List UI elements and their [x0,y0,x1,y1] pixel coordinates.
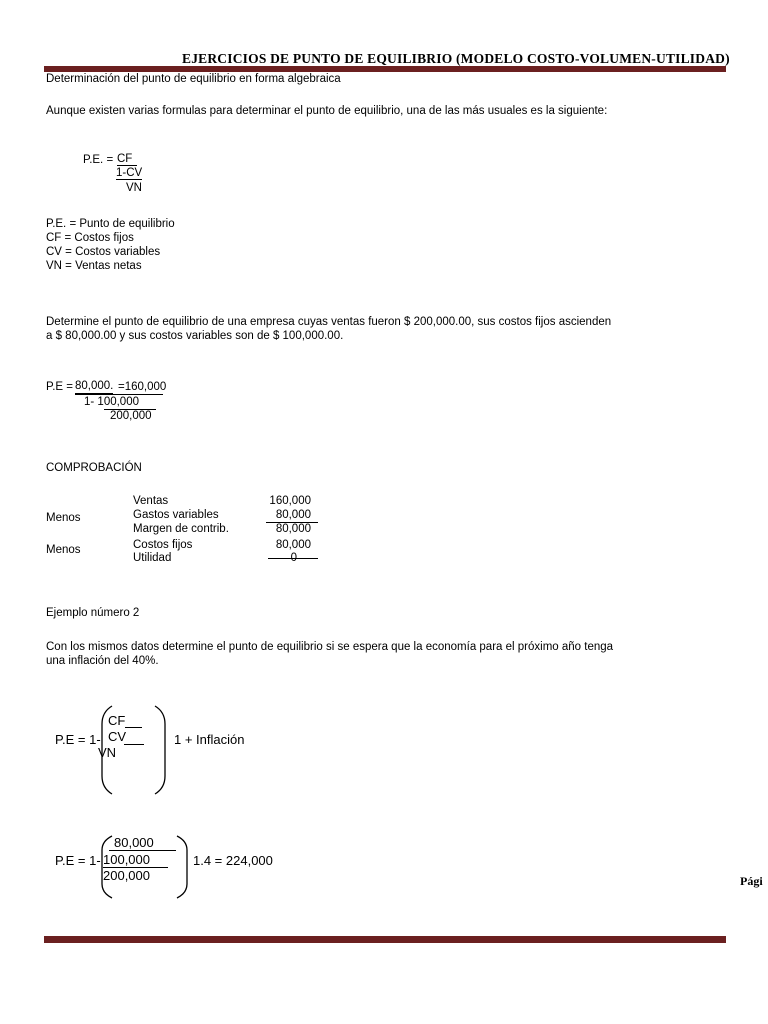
check-value-margen: 80,000 [275,523,311,535]
inflation-lhs: P.E = 1- [55,732,101,747]
definition-cv: CV = Costos variables [46,246,161,258]
solution-denominator: 1- 100,000 [84,396,139,408]
inflation-numerator: CF [108,713,126,728]
problem-line-2: a $ 80,000.00 y sus costos variables son de $ 100,000.00. [46,330,344,342]
right-paren-numeric [174,834,190,900]
problem-line-1: Determine el punto de equilibrio de una empresa cuyas ventas fueron $ 200,000.00, sus costos fijos ascienden [46,316,612,328]
solution-sub-denominator: 200,000 [110,410,152,422]
check-label-utilidad: Utilidad [133,552,172,564]
numeric-numerator: 80,000 [114,835,154,850]
footer-rule [44,936,726,943]
solution-lhs: P.E = [46,381,73,393]
page-title: EJERCICIOS DE PUNTO DE EQUILIBRIO (MODELO COSTO-VOLUMEN-UTILIDAD) [182,51,730,66]
solution-result: =160,000 [118,381,167,393]
formula-denominator: 1-CV [116,167,143,179]
numeric-sub-denominator: 200,000 [103,868,150,883]
example2-heading: Ejemplo número 2 [46,607,140,619]
check-prefix-menos-2: Menos [46,544,81,556]
definition-cf: CF = Costos fijos [46,232,134,244]
formula-numerator: CF [117,153,137,166]
inflation-denominator: CV [108,729,127,744]
subtitle: Determinación del punto de equilibrio en forma algebraica [46,73,341,85]
formula-lhs: P.E. = [83,154,114,166]
check-heading: COMPROBACIÓN [46,462,142,474]
inflation-multiplier: 1 + Inflación [174,732,245,747]
check-value-costos-fijos: 80,000 [275,539,311,551]
check-label-ventas: Ventas [133,495,169,507]
example2-line-1: Con los mismos datos determine el punto de equilibrio si se espera que la economía para el próximo año tenga [46,641,614,653]
solution-numerator: 80,000. [75,380,114,392]
inflation-sub-denominator: VN [98,745,117,760]
definition-pe: P.E. = Punto de equilibrio [46,218,175,230]
inflation-denominator-line [124,744,144,745]
check-label-costos-fijos: Costos fijos [133,539,193,551]
check-total-line [268,558,318,559]
check-label-gastos-variables: Gastos variables [133,509,219,521]
check-value-gastos-variables: 80,000 [275,509,311,521]
numeric-denominator: 100,000 [103,852,150,867]
numeric-numerator-line [109,850,176,851]
numeric-lhs: P.E = 1- [55,853,101,868]
definition-vn: VN = Ventas netas [46,260,142,272]
check-value-utilidad: 0 [290,552,297,564]
page-number-label: Pági [740,874,763,888]
numeric-result: 1.4 = 224,000 [193,853,273,868]
check-label-margen: Margen de contrib. [133,523,229,535]
intro-paragraph: Aunque existen varias formulas para determinar el punto de equilibrio, una de las más usuales es la siguiente: [46,105,608,117]
right-paren [152,704,168,796]
inflation-numerator-line [125,727,142,728]
example2-line-2: una inflación del 40%. [46,655,159,667]
formula-sub-denominator: VN [126,182,142,194]
check-prefix-menos-1: Menos [46,512,81,524]
check-value-ventas: 160,000 [269,495,311,507]
